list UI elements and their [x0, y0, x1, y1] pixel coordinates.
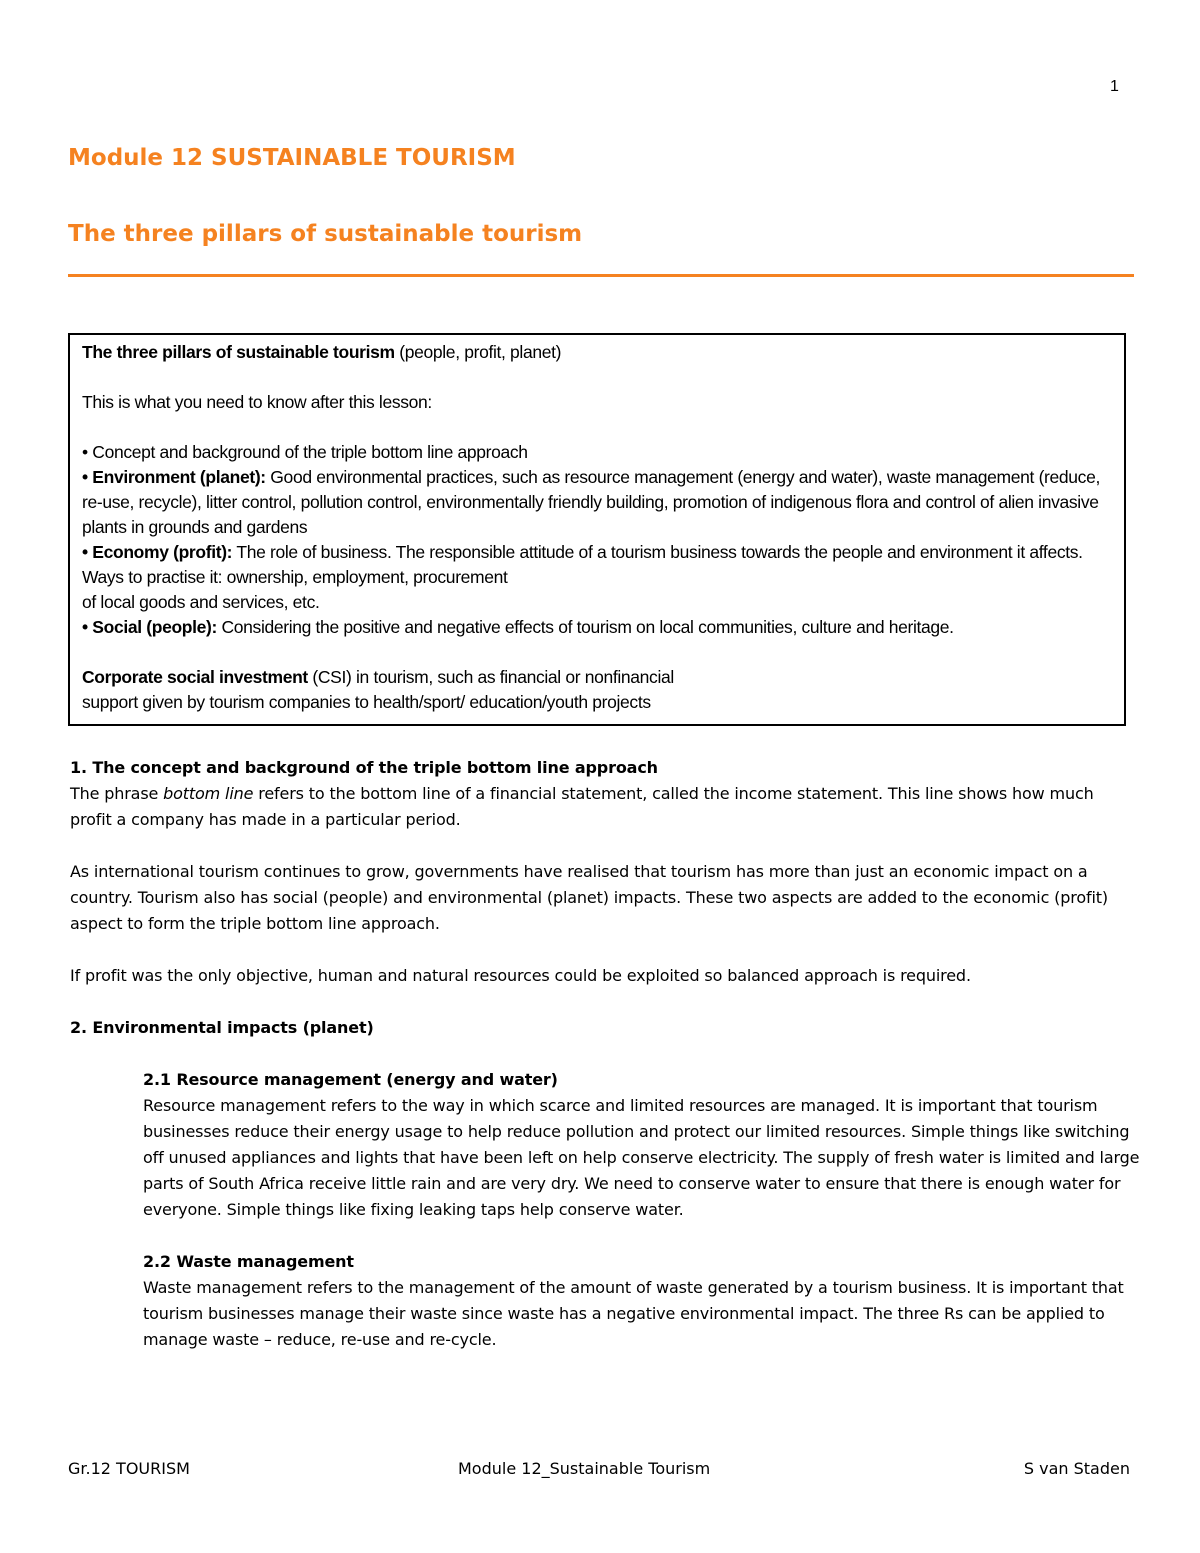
bullet-concept: • Concept and background of the triple bottom line approach [82, 442, 528, 462]
footer-right: S van Staden [1023, 1459, 1130, 1478]
footer-center: Module 12_Sustainable Tourism [458, 1459, 711, 1478]
page-number: 1 [1110, 78, 1119, 95]
bullet-environment [82, 465, 1122, 540]
box-heading [82, 340, 1122, 365]
box-heading-rest: (people, profit, planet) [394, 342, 562, 362]
box-intro: This is what you need to know after this lesson: [82, 392, 432, 412]
bullet-environment-label: • Environment (planet): [82, 467, 266, 487]
section1-heading-text: 1. The concept and background of the triple bottom line approach [70, 758, 658, 777]
bullet-social-text: Considering the positive and negative effects of tourism on local communities, culture and heritage. [216, 617, 954, 637]
csi-label: Corporate social investment [82, 667, 308, 687]
section1-p1-end: refers to the bottom line of a financial statement, called the income statement. This line shows how much profit a company has made in a particular period. [70, 784, 1094, 829]
main-body [70, 755, 1140, 1353]
bullet-social-label: • Social (people): [82, 617, 217, 637]
section2-subsections [70, 1067, 1140, 1353]
bullet-economy-continued: of local goods and services, etc. [82, 592, 320, 612]
section2-heading-text: 2. Environmental impacts (planet) [70, 1018, 374, 1037]
bullet-social [82, 615, 1122, 640]
subsection-2-2-text: Waste management refers to the management of the amount of waste generated by a tourism business. It is important that tourism businesses manage their waste since waste has a negative environmental impact. The three Rs can be applied to manage waste – reduce, re-use and re-cycle. [143, 1278, 1124, 1349]
subsection-2-1-text: Resource management refers to the way in which scarce and limited resources are managed. It is important that tourism businesses reduce their energy usage to help reduce pollution and protect our limited resources. Simple things like switching off unused appliances and lights that have been left on help conserve electricity. The supply of fresh water is limited and large parts of South Africa receive little rain and are very dry. We need to conserve water to ensure that there is enough water for everyone. Simple things like fixing leaking taps help conserve water. [143, 1096, 1140, 1219]
section1-p1-start: The phrase [70, 784, 164, 803]
learning-objectives-content [82, 340, 1122, 715]
module-title: Module 12 SUSTAINABLE TOURISM [68, 145, 516, 171]
section2-heading [70, 1015, 1140, 1041]
section1-paragraph2: As international tourism continues to grow, governments have realised that tourism has more than just an economic impact on a country. Tourism also has social (people) and environmental (planet) impacts. These two aspects are added to the economic (profit) aspect to form the triple bottom line approach. [70, 862, 1108, 933]
subsection-2-1-heading-text: 2.1 Resource management (energy and water) [143, 1070, 558, 1089]
csi-line [82, 665, 1122, 690]
section1-p1-italic: bottom line [163, 784, 254, 803]
page-subtitle: The three pillars of sustainable tourism [68, 221, 583, 247]
section1-heading [70, 755, 1140, 781]
bullet-economy [82, 540, 1122, 590]
section1-paragraph1 [70, 781, 1140, 833]
orange-divider [68, 274, 1134, 277]
box-heading-bold: The three pillars of sustainable tourism [82, 342, 395, 362]
subsection-2-1-heading [143, 1067, 1140, 1093]
bullet-economy-text: The role of business. The responsible attitude of a tourism business towards the people and environment it affects. Ways to practise it: ownership, employment, procurement [82, 542, 1083, 587]
learning-objectives-box [68, 333, 1126, 726]
section1-paragraph3: If profit was the only objective, human and natural resources could be exploited so balanced approach is required. [70, 966, 971, 985]
csi-text: (CSI) in tourism, such as financial or nonfinancial [307, 667, 674, 687]
subsection-2-2-heading [143, 1249, 1140, 1275]
subsection-2-2-heading-text: 2.2 Waste management [143, 1252, 354, 1271]
bullet-environment-text: Good environmental practices, such as resource management (energy and water), waste management (reduce, re-use, recycle), litter control, pollution control, environmentally friendly building, promotion of indigenous flora and control of alien invasive plants in grounds and gardens [82, 467, 1100, 537]
csi-line-continued: support given by tourism companies to health/sport/ education/youth projects [82, 692, 651, 712]
bullet-economy-label: • Economy (profit): [82, 542, 233, 562]
footer-left: Gr.12 TOURISM [68, 1459, 190, 1478]
